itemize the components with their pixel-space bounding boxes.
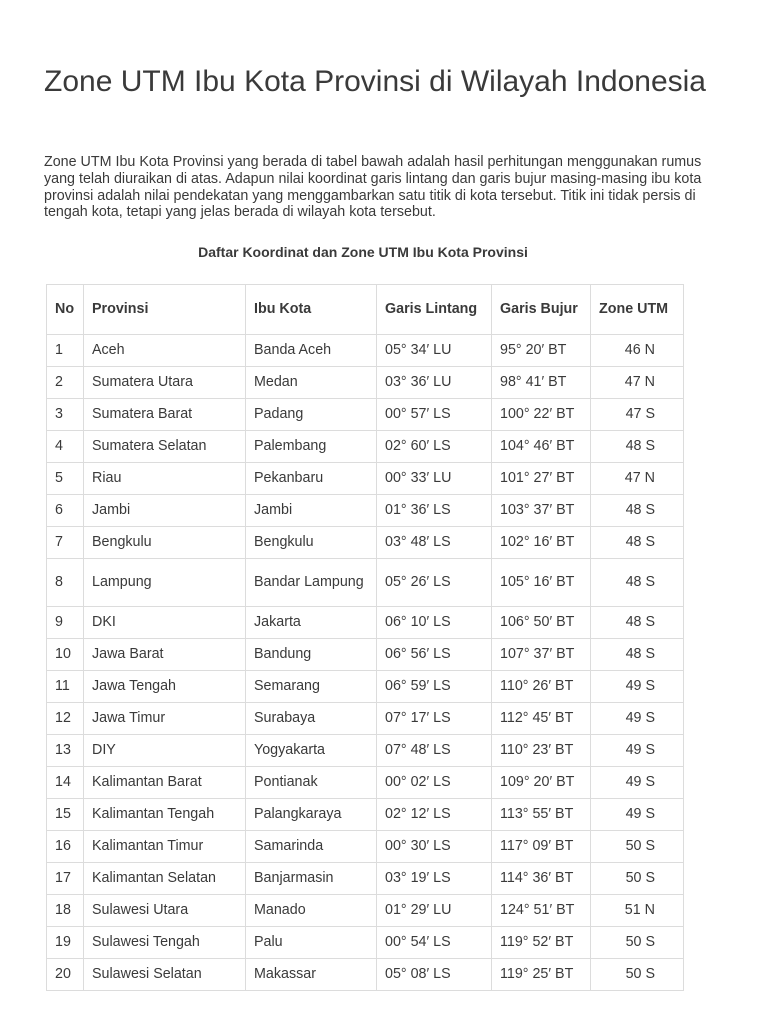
cell-no: 5 bbox=[47, 463, 84, 495]
cell-ibu-kota: Pekanbaru bbox=[246, 463, 377, 495]
cell-garis-lintang: 00° 33′ LU bbox=[377, 463, 492, 495]
cell-garis-bujur: 101° 27′ BT bbox=[492, 463, 591, 495]
cell-no: 8 bbox=[47, 559, 84, 607]
cell-provinsi: Sulawesi Utara bbox=[84, 895, 246, 927]
cell-garis-lintang: 01° 29′ LU bbox=[377, 895, 492, 927]
cell-garis-lintang: 05° 26′ LS bbox=[377, 559, 492, 607]
cell-ibu-kota: Jakarta bbox=[246, 607, 377, 639]
cell-zone-utm: 48 S bbox=[591, 639, 684, 671]
intro-paragraph: Zone UTM Ibu Kota Provinsi yang berada di tabel bawah adalah hasil perhitungan menggunakan rumus yang telah diuraikan di atas. Adapun nilai koordinat garis lintang dan garis bujur masing-masing ibu kota provinsi adalah nilai pendekatan yang menggambarkan satu titik di kota tersebut. Titik ini tidak persis di tengah kota, tetapi yang jelas berada di wilayah kota tersebut. bbox=[44, 154, 702, 221]
cell-provinsi: Jawa Barat bbox=[84, 639, 246, 671]
cell-no: 19 bbox=[47, 927, 84, 959]
table-row bbox=[47, 959, 684, 991]
cell-ibu-kota: Semarang bbox=[246, 671, 377, 703]
cell-garis-bujur: 109° 20′ BT bbox=[492, 767, 591, 799]
cell-zone-utm: 47 N bbox=[591, 463, 684, 495]
cell-no: 15 bbox=[47, 799, 84, 831]
header-garis-bujur: Garis Bujur bbox=[492, 285, 591, 335]
cell-provinsi: Bengkulu bbox=[84, 527, 246, 559]
coordinates-table bbox=[46, 284, 684, 991]
cell-provinsi: Jawa Timur bbox=[84, 703, 246, 735]
cell-provinsi: Kalimantan Barat bbox=[84, 767, 246, 799]
cell-garis-bujur: 105° 16′ BT bbox=[492, 559, 591, 607]
cell-garis-bujur: 103° 37′ BT bbox=[492, 495, 591, 527]
cell-garis-bujur: 106° 50′ BT bbox=[492, 607, 591, 639]
cell-zone-utm: 50 S bbox=[591, 927, 684, 959]
cell-garis-lintang: 05° 08′ LS bbox=[377, 959, 492, 991]
cell-ibu-kota: Pontianak bbox=[246, 767, 377, 799]
cell-provinsi: Sumatera Utara bbox=[84, 367, 246, 399]
cell-garis-bujur: 104° 46′ BT bbox=[492, 431, 591, 463]
cell-no: 18 bbox=[47, 895, 84, 927]
cell-garis-lintang: 06° 10′ LS bbox=[377, 607, 492, 639]
table-row bbox=[47, 703, 684, 735]
table-row bbox=[47, 767, 684, 799]
cell-ibu-kota: Banda Aceh bbox=[246, 335, 377, 367]
table-row bbox=[47, 607, 684, 639]
cell-provinsi: Sumatera Barat bbox=[84, 399, 246, 431]
cell-zone-utm: 50 S bbox=[591, 863, 684, 895]
cell-provinsi: Kalimantan Tengah bbox=[84, 799, 246, 831]
cell-no: 16 bbox=[47, 831, 84, 863]
table-row bbox=[47, 527, 684, 559]
table-header-row bbox=[47, 285, 684, 335]
cell-garis-bujur: 110° 26′ BT bbox=[492, 671, 591, 703]
cell-no: 13 bbox=[47, 735, 84, 767]
cell-zone-utm: 48 S bbox=[591, 559, 684, 607]
cell-garis-lintang: 03° 48′ LS bbox=[377, 527, 492, 559]
cell-ibu-kota: Padang bbox=[246, 399, 377, 431]
cell-zone-utm: 49 S bbox=[591, 799, 684, 831]
cell-zone-utm: 49 S bbox=[591, 735, 684, 767]
cell-garis-lintang: 03° 36′ LU bbox=[377, 367, 492, 399]
cell-garis-lintang: 00° 02′ LS bbox=[377, 767, 492, 799]
cell-garis-lintang: 00° 57′ LS bbox=[377, 399, 492, 431]
cell-zone-utm: 51 N bbox=[591, 895, 684, 927]
cell-no: 11 bbox=[47, 671, 84, 703]
cell-provinsi: Lampung bbox=[84, 559, 246, 607]
cell-ibu-kota: Surabaya bbox=[246, 703, 377, 735]
table-row bbox=[47, 431, 684, 463]
header-no: No bbox=[47, 285, 84, 335]
cell-no: 17 bbox=[47, 863, 84, 895]
table-row bbox=[47, 831, 684, 863]
cell-garis-bujur: 98° 41′ BT bbox=[492, 367, 591, 399]
cell-ibu-kota: Jambi bbox=[246, 495, 377, 527]
cell-ibu-kota: Palu bbox=[246, 927, 377, 959]
header-ibu-kota: Ibu Kota bbox=[246, 285, 377, 335]
cell-provinsi: Sulawesi Tengah bbox=[84, 927, 246, 959]
cell-garis-lintang: 03° 19′ LS bbox=[377, 863, 492, 895]
cell-ibu-kota: Banjarmasin bbox=[246, 863, 377, 895]
cell-garis-lintang: 06° 56′ LS bbox=[377, 639, 492, 671]
cell-ibu-kota: Palembang bbox=[246, 431, 377, 463]
cell-zone-utm: 48 S bbox=[591, 431, 684, 463]
cell-zone-utm: 46 N bbox=[591, 335, 684, 367]
table-row bbox=[47, 671, 684, 703]
table-body bbox=[47, 335, 684, 991]
cell-provinsi: Jambi bbox=[84, 495, 246, 527]
cell-no: 4 bbox=[47, 431, 84, 463]
cell-provinsi: Aceh bbox=[84, 335, 246, 367]
table-row bbox=[47, 639, 684, 671]
cell-no: 6 bbox=[47, 495, 84, 527]
table-row bbox=[47, 399, 684, 431]
cell-garis-bujur: 95° 20′ BT bbox=[492, 335, 591, 367]
cell-garis-lintang: 00° 30′ LS bbox=[377, 831, 492, 863]
cell-provinsi: DIY bbox=[84, 735, 246, 767]
cell-no: 10 bbox=[47, 639, 84, 671]
cell-garis-bujur: 117° 09′ BT bbox=[492, 831, 591, 863]
table-row bbox=[47, 799, 684, 831]
cell-ibu-kota: Palangkaraya bbox=[246, 799, 377, 831]
table-row bbox=[47, 463, 684, 495]
cell-no: 3 bbox=[47, 399, 84, 431]
cell-garis-bujur: 102° 16′ BT bbox=[492, 527, 591, 559]
cell-no: 12 bbox=[47, 703, 84, 735]
cell-provinsi: Sulawesi Selatan bbox=[84, 959, 246, 991]
cell-provinsi: Kalimantan Selatan bbox=[84, 863, 246, 895]
cell-garis-lintang: 06° 59′ LS bbox=[377, 671, 492, 703]
cell-provinsi: Jawa Tengah bbox=[84, 671, 246, 703]
cell-ibu-kota: Bandar Lampung bbox=[246, 559, 377, 607]
cell-zone-utm: 50 S bbox=[591, 831, 684, 863]
cell-provinsi: Riau bbox=[84, 463, 246, 495]
cell-no: 14 bbox=[47, 767, 84, 799]
cell-ibu-kota: Manado bbox=[246, 895, 377, 927]
cell-garis-bujur: 119° 52′ BT bbox=[492, 927, 591, 959]
cell-garis-lintang: 02° 12′ LS bbox=[377, 799, 492, 831]
cell-garis-bujur: 124° 51′ BT bbox=[492, 895, 591, 927]
header-zone-utm: Zone UTM bbox=[591, 285, 684, 335]
cell-ibu-kota: Yogyakarta bbox=[246, 735, 377, 767]
cell-provinsi: Sumatera Selatan bbox=[84, 431, 246, 463]
cell-garis-bujur: 119° 25′ BT bbox=[492, 959, 591, 991]
table-row bbox=[47, 735, 684, 767]
cell-no: 20 bbox=[47, 959, 84, 991]
cell-garis-lintang: 01° 36′ LS bbox=[377, 495, 492, 527]
table-row bbox=[47, 927, 684, 959]
cell-no: 2 bbox=[47, 367, 84, 399]
cell-zone-utm: 48 S bbox=[591, 527, 684, 559]
table-row bbox=[47, 367, 684, 399]
cell-garis-bujur: 114° 36′ BT bbox=[492, 863, 591, 895]
cell-ibu-kota: Bandung bbox=[246, 639, 377, 671]
cell-zone-utm: 47 S bbox=[591, 399, 684, 431]
table-row bbox=[47, 559, 684, 607]
cell-garis-lintang: 00° 54′ LS bbox=[377, 927, 492, 959]
cell-zone-utm: 49 S bbox=[591, 767, 684, 799]
cell-zone-utm: 49 S bbox=[591, 703, 684, 735]
header-provinsi: Provinsi bbox=[84, 285, 246, 335]
cell-ibu-kota: Makassar bbox=[246, 959, 377, 991]
cell-garis-bujur: 110° 23′ BT bbox=[492, 735, 591, 767]
cell-garis-lintang: 07° 17′ LS bbox=[377, 703, 492, 735]
table-row bbox=[47, 495, 684, 527]
cell-garis-bujur: 112° 45′ BT bbox=[492, 703, 591, 735]
cell-ibu-kota: Bengkulu bbox=[246, 527, 377, 559]
cell-no: 7 bbox=[47, 527, 84, 559]
cell-garis-lintang: 05° 34′ LU bbox=[377, 335, 492, 367]
page-title: Zone UTM Ibu Kota Provinsi di Wilayah Indonesia bbox=[44, 65, 706, 98]
cell-garis-lintang: 07° 48′ LS bbox=[377, 735, 492, 767]
table-row bbox=[47, 895, 684, 927]
cell-provinsi: Kalimantan Timur bbox=[84, 831, 246, 863]
cell-zone-utm: 47 N bbox=[591, 367, 684, 399]
cell-garis-lintang: 02° 60′ LS bbox=[377, 431, 492, 463]
table-caption: Daftar Koordinat dan Zone UTM Ibu Kota Provinsi bbox=[198, 244, 528, 260]
cell-garis-bujur: 113° 55′ BT bbox=[492, 799, 591, 831]
cell-garis-bujur: 100° 22′ BT bbox=[492, 399, 591, 431]
header-garis-lintang: Garis Lintang bbox=[377, 285, 492, 335]
cell-no: 9 bbox=[47, 607, 84, 639]
cell-garis-bujur: 107° 37′ BT bbox=[492, 639, 591, 671]
cell-ibu-kota: Samarinda bbox=[246, 831, 377, 863]
cell-zone-utm: 50 S bbox=[591, 959, 684, 991]
cell-no: 1 bbox=[47, 335, 84, 367]
table-row bbox=[47, 335, 684, 367]
cell-provinsi: DKI bbox=[84, 607, 246, 639]
table-row bbox=[47, 863, 684, 895]
cell-ibu-kota: Medan bbox=[246, 367, 377, 399]
cell-zone-utm: 48 S bbox=[591, 607, 684, 639]
cell-zone-utm: 49 S bbox=[591, 671, 684, 703]
cell-zone-utm: 48 S bbox=[591, 495, 684, 527]
